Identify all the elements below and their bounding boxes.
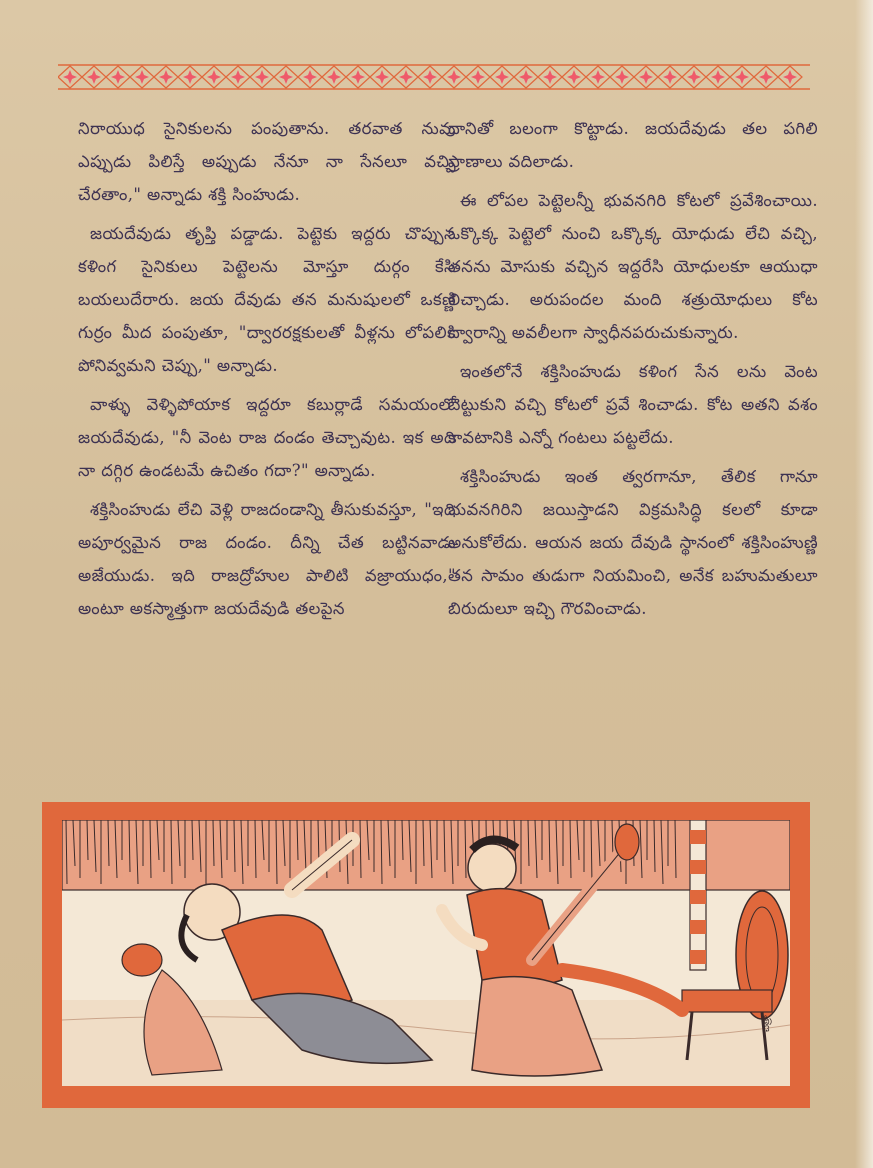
border-star	[783, 70, 797, 84]
border-star	[87, 70, 101, 84]
border-star	[159, 70, 173, 84]
border-star	[519, 70, 533, 84]
border-star	[543, 70, 557, 84]
border-star	[231, 70, 245, 84]
story-paragraph: నిరాయుధ సైనికులను పంపుతాను. తరవాత నువు ఎప్పుడు పిలిస్తే అప్పుడు నేనూ నా సేనలూ వచ్చి చేరతాం," అన్నాడు శక్తి సింహుడు.	[78, 119, 456, 204]
border-star	[375, 70, 389, 84]
story-paragraph: వాళ్ళు వెళ్ళిపోయాక ఇద్దరూ కబుర్లాడే సమయంలో జయదేవుడు, "నీ వెంట రాజ దండం తెచ్చావుట. ఇక అది నా దగ్గిర ఉండటమే ఉచితం గదా?" అన్నాడు.	[78, 395, 456, 480]
left-text-column	[78, 112, 456, 631]
border-star	[111, 70, 125, 84]
border-star	[495, 70, 509, 84]
border-star	[471, 70, 485, 84]
battle-scene-image	[62, 820, 790, 1086]
border-star	[327, 70, 341, 84]
border-star	[567, 70, 581, 84]
story-paragraph: ఈ లోపల పెట్టెలన్నీ భువనగిరి కోటలో ప్రవేశించాయి. ఒక్కొక్క పెట్టెలో నుంచి ఒక్కొక్క యోధుడు లేచి వచ్చి, తనను మోసుకు వచ్చిన ఇద్దరేసి యోధులకూ ఆయుధా లిచ్చాడు. అరుపందల మంది శత్రుయోధులు కోట ద్వారాన్ని అవలీలగా స్వాధీనపరుచుకున్నారు.	[448, 191, 818, 342]
border-star	[711, 70, 725, 84]
border-star	[399, 70, 413, 84]
border-star	[135, 70, 149, 84]
decorative-border-band	[58, 62, 810, 92]
right-text-column	[448, 112, 818, 631]
artist-signature: చిత్రా	[762, 1015, 772, 1032]
story-paragraph: జయదేవుడు తృప్తి పడ్డాడు. పెట్టెకు ఇద్దరు చొప్పున కళింగ సైనికులు పెట్టెలను మోస్తూ దుర్గం కేసి బయలుదేరారు. జయ దేవుడు తన మనుషులలో ఒకణ్ణి గుర్రం మీద పంపుతూ, "ద్వారరక్షకులతో వీళ్లను లోపలికి పోనివ్వమని చెప్పు," అన్నాడు.	[78, 224, 456, 375]
border-star	[447, 70, 461, 84]
border-star	[687, 70, 701, 84]
border-star	[591, 70, 605, 84]
story-paragraph: దానితో బలంగా కొట్టాడు. జయదేవుడు తల పగిలి ప్రాణాలు వదిలాడు.	[448, 119, 818, 171]
border-star	[663, 70, 677, 84]
border-star	[255, 70, 269, 84]
story-paragraph: ఇంతలోనే శక్తిసింహుడు కళింగ సేన లను వెంట బెట్టుకుని వచ్చి కోటలో ప్రవే శించాడు. కోట అతని వశం కావటానికి ఎన్నో గంటలు పట్టలేదు.	[448, 362, 818, 447]
ornamental-star-border	[58, 62, 810, 92]
story-paragraph: శక్తిసింహుడు లేచి వెళ్లి రాజదండాన్ని తీసుకువస్తూ, "ఇది అపూర్వమైన రాజ దండం. దీన్ని చేత బట్టినవాడు అజేయుడు. ఇది రాజద్రోహుల పాలిటి వజ్రాయుధం," అంటూ అకస్మాత్తుగా జయదేవుడి తలపైన	[78, 500, 456, 618]
story-illustration	[42, 802, 810, 1108]
border-star	[351, 70, 365, 84]
striped-pillar	[690, 820, 706, 970]
border-star	[615, 70, 629, 84]
border-star	[279, 70, 293, 84]
border-star	[423, 70, 437, 84]
border-star	[759, 70, 773, 84]
border-star	[303, 70, 317, 84]
border-star	[207, 70, 221, 84]
border-star	[735, 70, 749, 84]
border-star	[63, 70, 77, 84]
story-paragraph: శక్తిసింహుడు ఇంత త్వరగానూ, తేలిక గానూ భువనగిరిని జయిస్తాడని విక్రమసిద్ధి కలలో కూడా అనుకోలేదు. ఆయన జయ దేవుడి స్థానంలో శక్తిసింహుణ్ణి తన సామం తుడుగా నియమించి, అనేక బహుమతులూ బిరుదులూ ఇచ్చి గౌరవించాడు.	[448, 467, 818, 618]
border-star	[183, 70, 197, 84]
border-star	[639, 70, 653, 84]
illustration-panel	[62, 820, 790, 1086]
